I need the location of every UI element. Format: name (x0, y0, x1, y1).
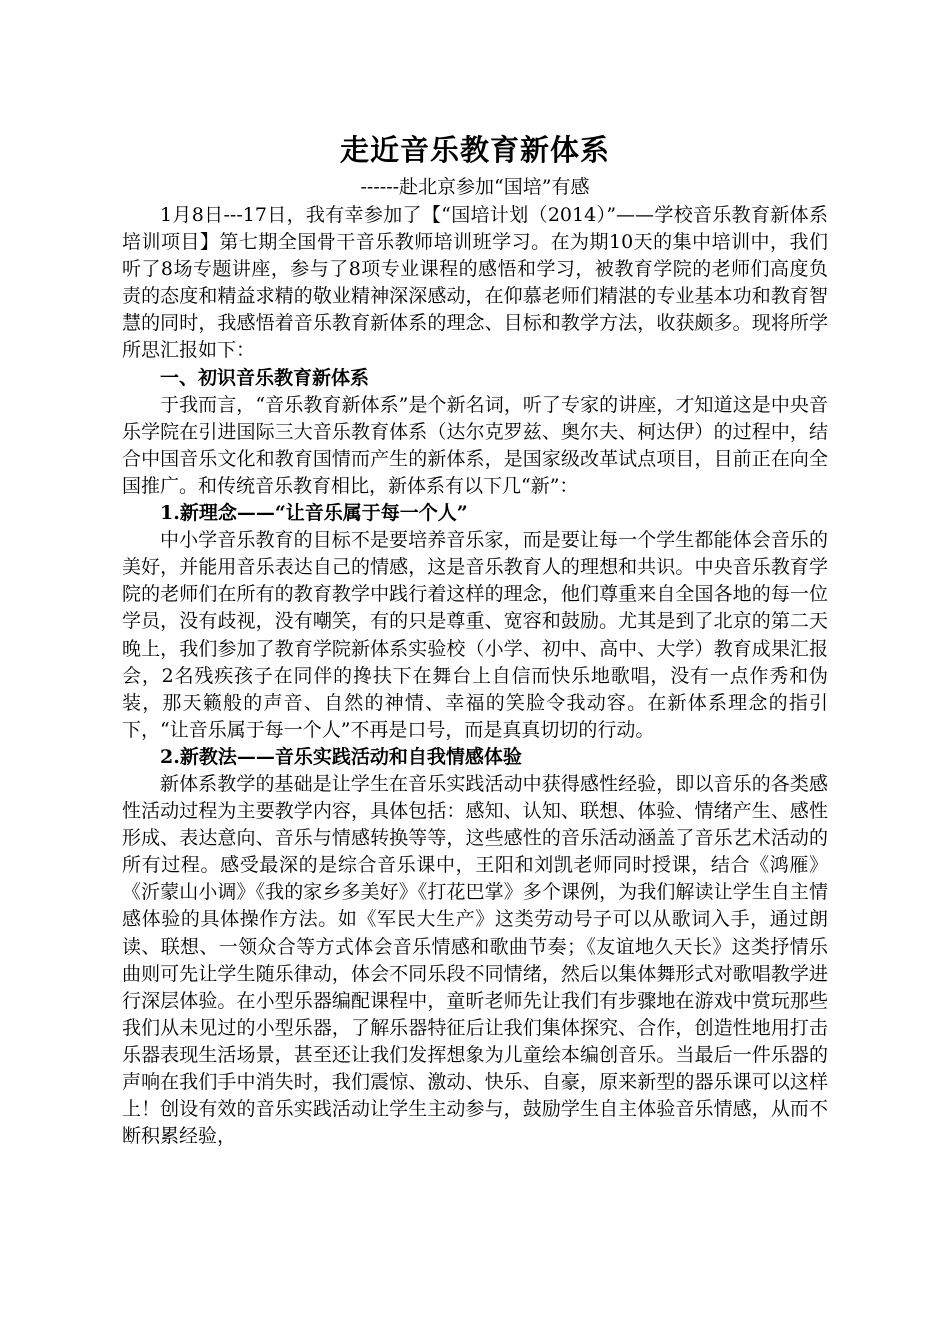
point-2-paragraph: 新体系教学的基础是让学生在音乐实践活动中获得感性经验，即以音乐的各类感性活动过程为主要教学内容，具体包括：感知、认知、联想、体验、情绪产生、感性形成、表达意向、音乐与情感转换等等，这些感性的音乐活动涵盖了音乐艺术活动的所有过程。感受最深的是综合音乐课中，王阳和刘凯老师同时授课，结合《鸿雁》《沂蒙山小调》《我的家乡多美好》《打花巴掌》多个课例，为我们解读让学生自主情感体验的具体操作方法。如《军民大生产》这类劳动号子可以从歌词入手，通过朗读、联想、一领众合等方式体会音乐情感和歌曲节奏；《友谊地久天长》这类抒情乐曲则可先让学生随乐律动，体会不同乐段不同情绪，然后以集体舞形式对歌唱教学进行深层体验。在小型乐器编配课程中，童昕老师先让我们有步骤地在游戏中赏玩那些我们从未见过的小型乐器，了解乐器特征后让我们集体探究、合作，创造性地用打击乐器表现生活场景，甚至还让我们发挥想象为儿童绘本编创音乐。当最后一件乐器的声响在我们手中消失时，我们震惊、激动、快乐、自豪，原来新型的器乐课可以这样上！创设有效的音乐实践活动让学生主动参与，鼓励学生自主体验音乐情感，从而不断积累经验， (122, 772, 828, 1148)
section-1-paragraph: 于我而言，“音乐教育新体系”是个新名词，听了专家的讲座，才知道这是中央音乐学院在引进国际三大音乐教育体系（达尔克罗兹、奥尔夫、柯达伊）的过程中，结合中国音乐文化和教育国情而产生的新体系，是国家级改革试点项目，目前正在向全国推广。和传统音乐教育相比，新体系有以下几“新”： (122, 393, 828, 497)
point-heading-2: 2.新教法——音乐实践活动和自我情感体验 (160, 745, 522, 768)
document-subtitle: ------赴北京参加“国培”有感 (360, 176, 590, 198)
document-page (122, 128, 828, 1150)
section-heading-1: 一、初识音乐教育新体系 (160, 366, 370, 389)
point-1-paragraph: 中小学音乐教育的目标不是要培养音乐家，而是要让每一个学生都能体会音乐的美好，并能用音乐表达自己的情感，这是音乐教育人的理想和共识。中央音乐教育学院的老师们在所有的教育教学中践行着这样的理念，他们尊重来自全国各地的每一位学员，没有歧视，没有嘲笑，有的只是尊重、宽容和鼓励。尤其是到了北京的第二天晚上，我们参加了教育学院新体系实验校（小学、初中、高中、大学）教育成果汇报会，2名残疾孩子在同伴的搀扶下在舞台上自信而快乐地歌唱，没有一点作秀和伪装，那天籁般的声音、自然的神情、幸福的笑脸令我动容。在新体系理念的指引下，“让音乐属于每一个人”不再是口号，而是真真切切的行动。 (122, 529, 828, 741)
intro-paragraph: 1月8日---17日，我有幸参加了【“国培计划（2014）”——学校音乐教育新体系培训项目】第七期全国骨干音乐教师培训班学习。在为期10天的集中培训中，我们听了8场专题讲座，参与了8项专业课程的感悟和学习，被教育学院的老师们高度负责的态度和精益求精的敬业精神深深感动，在仰慕老师们精湛的专业基本功和教育智慧的同时，我感悟着音乐教育新体系的理念、目标和教学方法，收获颇多。现将所学所思汇报如下： (122, 204, 828, 362)
point-heading-1: 1.新理念——“让音乐属于每一个人” (160, 502, 468, 525)
document-title: 走近音乐教育新体系 (339, 133, 610, 167)
